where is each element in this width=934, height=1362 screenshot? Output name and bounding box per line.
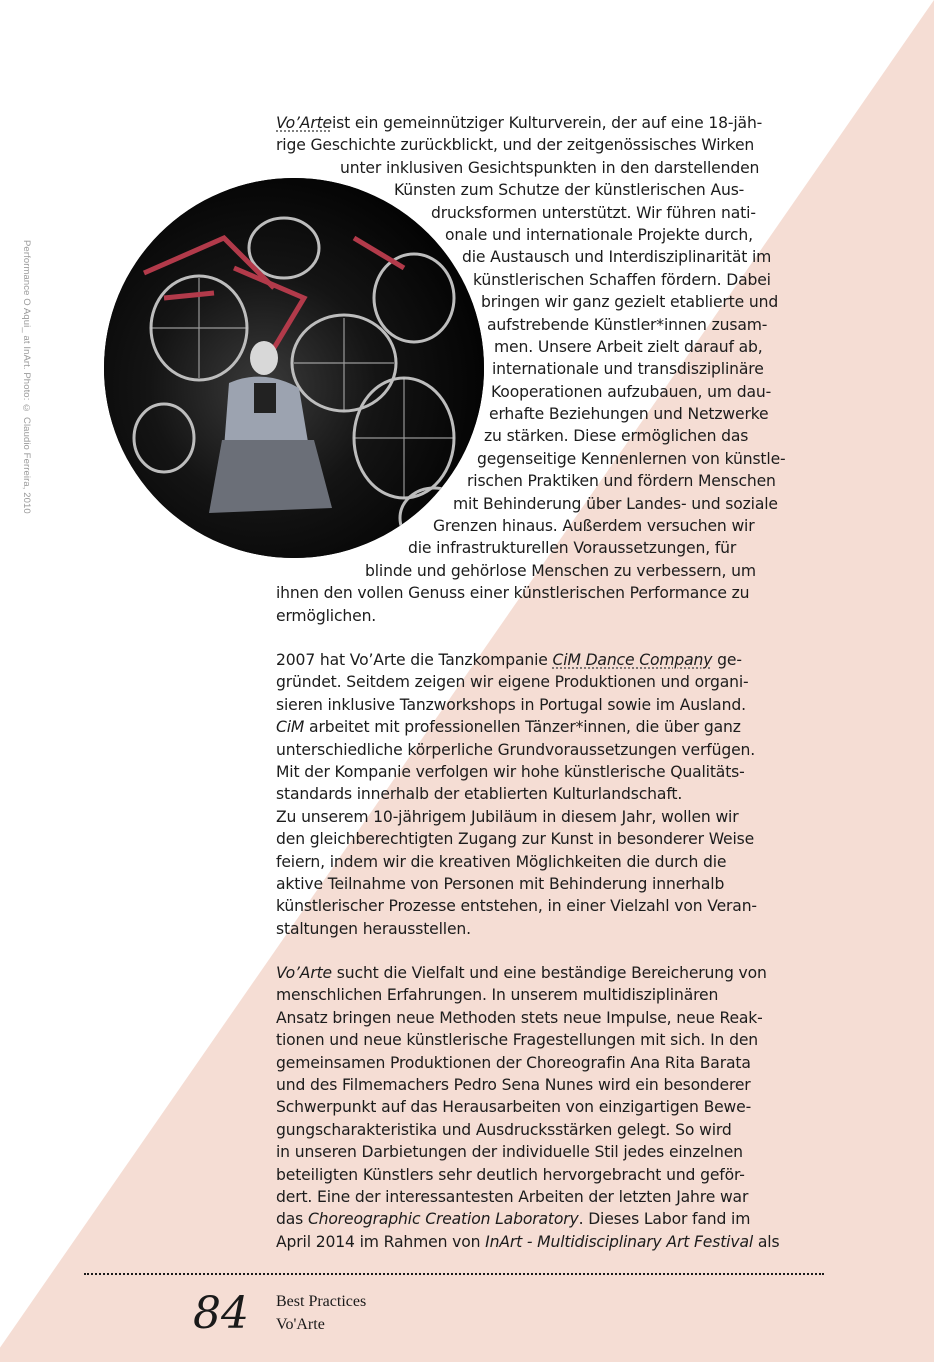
text-line: künstlerischer Prozesse entstehen, in einer Vielzahl von Veran- xyxy=(276,897,757,916)
text-line: Schwerpunkt auf das Herausarbeiten von einzigartigen Bewe- xyxy=(276,1098,752,1117)
text-line: das Choreographic Creation Laboratory. Dieses Labor fand im xyxy=(276,1210,751,1229)
photo-caption: Performance O Aqui_ at InArt. Photo: © Claudio Ferreira, 2010 xyxy=(21,240,32,514)
text-line: erhafte Beziehungen und Netzwerke xyxy=(489,405,769,424)
text-line: zu stärken. Diese ermöglichen das xyxy=(484,427,749,446)
text-line: menschlichen Erfahrungen. In unserem multidisziplinären xyxy=(276,986,719,1005)
text-line: standards innerhalb der etablierten Kulturlandschaft. xyxy=(276,785,683,804)
text-line: rischen Praktiken und fördern Menschen xyxy=(467,472,776,491)
text-line: Künsten zum Schutze der künstlerischen Aus- xyxy=(394,181,745,200)
text-line: CiM arbeitet mit professionellen Tänzer*innen, die über ganz xyxy=(276,718,741,737)
paragraph-intro xyxy=(276,112,821,627)
page-number: 84 xyxy=(193,1288,249,1339)
text-line: tionen und neue künstlerische Fragestellungen mit sich. In den xyxy=(276,1031,759,1050)
text-line: und des Filmemachers Pedro Sena Nunes wird ein besonderer xyxy=(276,1075,751,1094)
text-line: ihnen den vollen Genuss einer künstlerischen Performance zu xyxy=(276,584,750,603)
text-line: 2007 hat Vo’Arte die Tanzkompanie CiM Dance Company ge- xyxy=(276,651,742,669)
text-line: bringen wir ganz gezielt etablierte und xyxy=(481,293,779,312)
text-line: Mit der Kompanie verfolgen wir hohe künstlerische Qualitäts- xyxy=(276,762,745,781)
text-line: rige Geschichte zurückblickt, und der zeitgenössisches Wirken xyxy=(276,136,755,155)
text-line: Zu unserem 10-jährigem Jubiläum in diesem Jahr, wollen wir xyxy=(276,807,739,826)
text-line: dert. Eine der interessantesten Arbeiten der letzten Jahre war xyxy=(276,1187,749,1206)
ccl-title: Choreographic Creation Laboratory xyxy=(307,1210,579,1229)
footer-section: Best Practices xyxy=(276,1293,367,1310)
text-line: den gleichberechtigten Zugang zur Kunst in besonderer Weise xyxy=(276,830,755,849)
cim-name: CiM xyxy=(276,718,305,737)
text-line: Grenzen hinaus. Außerdem versuchen wir xyxy=(433,517,755,536)
text-line: April 2014 im Rahmen von InArt - Multidisciplinary Art Festival als xyxy=(276,1232,780,1251)
text-line: internationale und transdisziplinäre xyxy=(492,360,764,379)
text-line: Vo’Arte sucht die Vielfalt und eine beständige Bereicherung von xyxy=(276,964,767,982)
text-line: gründet. Seitdem zeigen wir eigene Produktionen und organi- xyxy=(276,673,749,692)
text-line: Ansatz bringen neue Methoden stets neue Impulse, neue Reak- xyxy=(276,1008,763,1027)
text-line: aufstrebende Künstler*innen zusam- xyxy=(487,315,768,334)
cim-dance-company-link[interactable]: CiM Dance Company xyxy=(552,651,713,669)
voarte-link[interactable]: Vo’Arte xyxy=(276,114,332,132)
text-line: die Austausch und Interdisziplinarität im xyxy=(462,248,772,267)
text-line: künstlerischen Schaffen fördern. Dabei xyxy=(473,270,771,289)
text-line: die infrastrukturellen Voraussetzungen, für xyxy=(408,539,737,558)
text-line: in unseren Darbietungen der individuelle Stil jedes einzelnen xyxy=(276,1143,743,1162)
text-line: feiern, indem wir die kreativen Möglichkeiten die durch die xyxy=(276,852,727,871)
text-line: ermöglichen. xyxy=(276,606,377,625)
paragraph-cim xyxy=(276,649,821,940)
text-line: gegenseitige Kennenlernen von künstle- xyxy=(477,449,786,468)
footer-org: Vo'Arte xyxy=(276,1316,325,1333)
text-line: gungscharakteristika und Ausdrucksstärken gelegt. So wird xyxy=(276,1120,732,1139)
text-line: staltungen herausstellen. xyxy=(276,919,471,938)
text-line: beteiligten Künstlers sehr deutlich hervorgebracht und geför- xyxy=(276,1165,745,1184)
paragraph-vielfalt xyxy=(276,962,821,1253)
text-line: Kooperationen aufzubauen, um dau- xyxy=(491,382,772,401)
text-line: gemeinsamen Produktionen der Choreografin Ana Rita Barata xyxy=(276,1053,751,1072)
text-line: aktive Teilnahme von Personen mit Behinderung innerhalb xyxy=(276,874,725,893)
text-line: drucksformen unterstützt. Wir führen nati- xyxy=(431,203,756,222)
text-line: unter inklusiven Gesichtspunkten in den darstellenden xyxy=(340,158,760,177)
text-line: mit Behinderung über Landes- und soziale xyxy=(453,494,778,513)
text-line: Vo’Arteist ein gemeinnütziger Kulturverein, der auf eine 18-jäh- xyxy=(276,114,763,132)
text-line: blinde und gehörlose Menschen zu verbessern, um xyxy=(365,561,756,580)
text-line: sieren inklusive Tanzworkshops in Portugal sowie im Ausland. xyxy=(276,695,746,714)
text-line: onale und internationale Projekte durch, xyxy=(445,225,753,244)
text-line: men. Unsere Arbeit zielt darauf ab, xyxy=(494,337,763,356)
footer-divider xyxy=(84,1273,824,1275)
inart-title: InArt - Multidisciplinary Art Festival xyxy=(485,1232,754,1251)
text-line: unterschiedliche körperliche Grundvoraussetzungen verfügen. xyxy=(276,740,756,759)
voarte-name: Vo’Arte xyxy=(276,964,332,982)
